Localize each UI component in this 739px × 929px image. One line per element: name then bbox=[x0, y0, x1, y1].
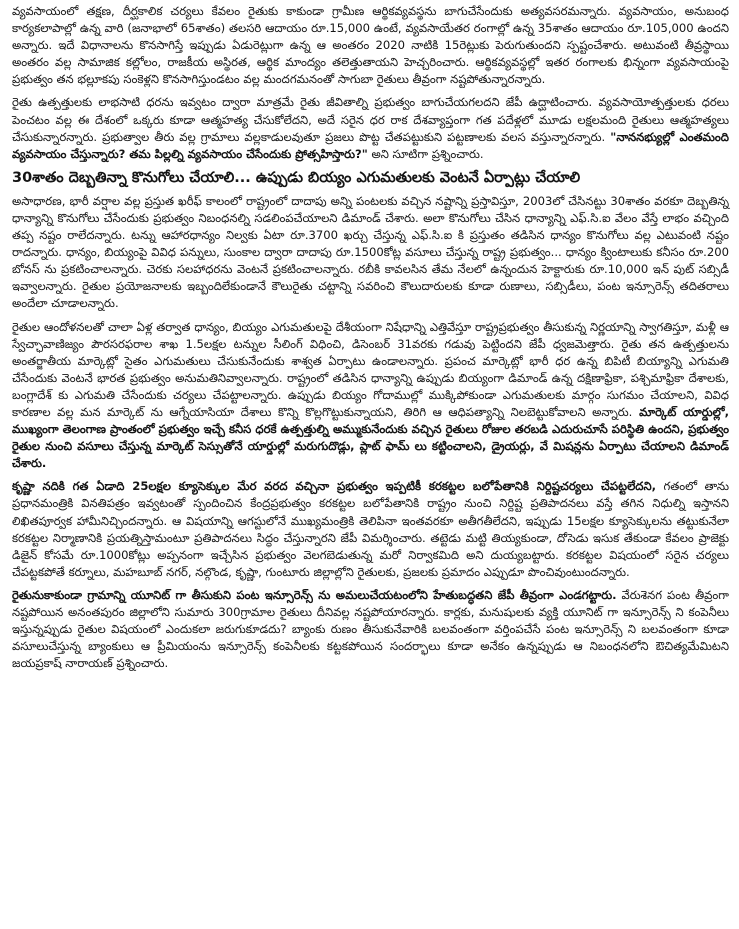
quoted-question: "నాననభ్యుల్లో ఎంతమంది వ్యవసాయం చేస్తున్నారు? తమ పిల్లల్ని వ్యవసాయం చేసేందుకు ప్రోత్సహిస్తారు?" bbox=[12, 129, 729, 161]
krishna-embankment-lead: కృష్ణా నదికి గత ఏడాది 25లక్షల క్యూసెక్కుల మేర వరద వచ్చినా ప్రభుత్వం ఇప్పటికీ కరకట్టల బలోపేతానికి నిర్దిష్టచర్యలు చేపట్టలేదని, bbox=[12, 479, 657, 494]
market-yard-demand: మార్కెట్ యార్డుల్లో, ముఖ్యంగా తెలంగాణ ప్రాంతంలో ప్రభుత్వం ఇచ్చే కనీస ధరకే ఉత్పత్తుల్ని అమ్ముకునేందుకు వచ్చిన రైతులు రోజుల తరబడి ఎదురుచూసే పరిస్థితి ఉందని, ప్రభుత్వం రైతుల నుంచి వసూలు చేస్తున్న మార్కెట్ సెస్సుతోనే యార్డుల్లో మరుగుదొడ్లు, ప్లాట్ ఫామ్ లు కట్టించాలని, డ్రైయర్లు, వే మిషన్లను ఏర్పాటు చేయాలని డిమాండ్ చేశారు. bbox=[12, 404, 729, 471]
article-paragraph-6: రైతునుకాకుండా గ్రామాన్ని యూనిట్ గా తీసుకుని పంట ఇన్సూరెన్స్ ను అమలుచేయటంలోని హేతుబద్ధతని జేపీ తీవ్రంగా ఎండగట్టారు. వేరుశెనగ పంట తీవ్రంగా నష్టపోయిన అనంతపురం జిల్లాలోని సుమారు 300గ్రామాల రైతులు దీనివల్ల నష్టపోయారన్నారు. కార్లకు, మనుషులకు వ్యక్తి యూనిట్ గా ఇన్సూరెన్స్ ని కంపెనీలు ఇస్తున్నప్పుడు రైతుల విషయంలో ఎందుకలా జరుగుకూడదు? బ్యాంకు రుణం తీసుకునేవారికి బలవంతంగా వర్తింపచేసే పంట ఇన్సూరెన్స్ ని బలవంతంగా కూడా వసూలుచేస్తున్న బ్యాంకులు ఆ ప్రీమియంను ఇన్సూరెన్స్ కంపెనీలకు కట్టకపోయిన సందర్భాలు కూడా అనేకం ఉన్నప్పుడు ఆ నిబంధనలోని ఔచిత్యమేమిటని జయప్రకాష్ నారాయణ్ ప్రశ్నించారు. bbox=[12, 587, 729, 671]
article-paragraph-5: కృష్ణా నదికి గత ఏడాది 25లక్షల క్యూసెక్కుల మేర వరద వచ్చినా ప్రభుత్వం ఇప్పటికీ కరకట్టల బలోపేతానికి నిర్దిష్టచర్యలు చేపట్టలేదని, గతంలో తాను ప్రధానమంత్రికి వినతిపత్రం ఇవ్వటంతో స్పందించిన కేంద్రప్రభుత్వం కరకట్టల బలోపేతానికి రాష్ట్రం నుంచి నిర్దిష్ట ప్రతిపాదనలు వస్తే తగిన నిధుల్ని ఇస్తానని లిఖితపూర్వక హామీనిచ్చిందన్నారు. ఆ విషయాన్ని ఆగస్టులోనే ముఖ్యమంత్రికి తెలిపినా ఇంతవరకూ అతీగతీలేదని, ఇప్పుడు 15లక్షల క్యూసెక్కులను తట్టుకునేలా కరకట్టల నిర్మాణానికి ప్రయత్నిస్తామంటూ ప్రతిపాదనలు సిద్ధం చేస్తున్నారని జేపీ విమర్శించారు. తట్టెడు మట్టి తియ్యకుండా, దోసెడు ఇసుక తేకుండా కేవలం ప్రాజెక్టు డిజైన్ కోసమే రూ.1000కోట్లు అప్పనంగా ఇచ్చేసిన ప్రభుత్వం వెలగబెడుతున్న మరో నిర్వాకమిది అని దుయ్యబట్టారు. కరకట్టల విషయంలో సరైన చర్యలు చేపట్టకపోతే కర్నూలు, మహబూబ్ నగర్, నల్గొండ, కృష్ణా, గుంటూరు జిల్లాల్లోని రైతులకు, ప్రజలకు ప్రమాదం ఎప్పుడూ పొంచివుంటుందన్నారు. bbox=[12, 479, 729, 579]
section-heading: 30శాతం దెబ్బతిన్నా కొనుగోలు చేయాలి... ఉప్పుడు బియ్యం ఎగుమతులకు వెంటనే ఏర్పాట్లు చేయాలి bbox=[12, 169, 581, 186]
article-paragraph-3: అసాధారణ, భారీ వర్షాల వల్ల ప్రస్తుత ఖరీఫ్ కాలంలో రాష్ట్రంలో దాదాపు అన్ని పంటలకు వచ్చిన నష్టాన్ని ప్రస్తావిస్తూ, 2003లో చేసినట్టు 30శాతం వరకూ దెబ్బతిన్న ధాన్యాన్ని కొనుగోలు చేసేందుకు ప్రభుత్వం నిబంధనల్ని సడలింపచేయాలని డిమాండ్ చేశారు. అలా కొనుగోలు చేసిన ధాన్యాన్ని ఎఫ్.సి.ఐ వేలం వేస్తే లాభం వచ్చింది తప్ప నష్టం రాలేదన్నారు. టన్ను ఆహారధాన్యం నిల్వకు ఏటా రూ.3700 ఖర్చు చేస్తున్న ఎఫ్.సి.ఐ కి ప్రస్తుతం తడిసిన ధాన్యం కొనుగోలు వల్ల ఎటువంటి నష్టం రాదన్నారు. ధాన్యం, బియ్యంపై వివిధ పన్నులు, సుంకాల ద్వారా దాదాపు రూ.1500కోట్ల వసూలు చేస్తున్న రాష్ట్ర ప్రభుత్వం... ధాన్యం క్వింటాలుకు కనీసం రూ.200 బోనస్ ను ప్రకటించాలన్నారు. చెరకు సలహాధరను వెంటనే ప్రకటించాలన్నారు. రబీకి కావలసిన తేమ నేలలో ఉన్నందున హెక్టారుకు రూ.10,000 ఇన్ పుట్ సబ్సిడీ ఇవ్వాలన్నారు. రైతుల ప్రయోజనాలకు ఇబ్బందిలేకుండానే కౌలురైతు చట్టాన్ని సవరించి కౌలుదారులకు కూడా రుణాలు, సబ్సిడీలు, పంట ఇన్సూరెన్స్ తదితరాలు అందేలా చూడాలన్నారు. bbox=[12, 193, 729, 311]
article-paragraph-2: రైతు ఉత్పత్తులకు లాభసాటి ధరను ఇవ్వటం ద్వారా మాత్రమే రైతు జీవితాల్ని ప్రభుత్వం బాగుచేయగలదని జేపీ ఉద్ఘాటించారు. వ్యవసాయోత్పత్తులకు ధరలు పెంచటం వల్ల ఈ దేశంలో ఒక్కరు కూడా ఆత్మహత్య చేసుకోలేదని, అదే సరైన ధర రాక దేశవ్యాప్తంగా గత పదేళ్లలో మూడు లక్షలమంది రైతులు ఆత్మహత్యలు చేసుకున్నారన్నారు. ప్రభుత్వాల తీరు వల్ల గ్రామాలు వల్లకాడులవుతూ ప్రజలు పొట్ట చేతపట్టుకుని పట్టణాలకు వలస వస్తున్నారన్నారు. "నాననభ్యుల్లో ఎంతమంది వ్యవసాయం చేస్తున్నారు? తమ పిల్లల్ని వ్యవసాయం చేసేందుకు ప్రోత్సహిస్తారు?" అని సూటిగా ప్రశ్నించారు. bbox=[12, 95, 729, 161]
article-paragraph-1: వ్యవసాయంలో తక్షణ, దీర్ఘకాలిక చర్యలు కేవలం రైతుకు కాకుండా గ్రామీణ ఆర్థికవ్యవస్థను బాగుచేసేందుకు అత్యవసరమన్నారు. వ్యవసాయం, అనుబంధ కార్యకలాపాల్లో ఉన్న వారి (జనాభాలో 65శాతం) తలసరి ఆదాయం రూ.15,000 ఉంటే, వ్యవసాయేతర రంగాల్లో ఉన్న 35శాతం ఆదాయం రూ.105,000 ఉందని అన్నారు. ఇదే విధానాలను కొనసాగిస్తే ఇప్పుడు ఏడురెట్లుగా ఉన్న ఆ అంతరం 2020 నాటికి 15రెట్లుకు పెరుగుతుందని స్పష్టంచేశారు. అటువంటి తీవ్రస్థాయి అంతరం వల్ల సామాజిక కల్లోలం, రాజకీయ అస్థిరత, ఆర్థిక మాంద్యం తలెత్తుతాయని హెచ్చరించారు. ఆర్థికవ్యవస్థల్లో ఇతర రంగాలకు భిన్నంగా వ్యవసాయంపై ప్రభుత్వం తన భల్లూకపు సంకెళ్లని కొనసాగిస్తుండటం వల్ల మందగమనంతో సాగుబా రైతులు తీవ్రంగా నష్టపోతున్నారన్నారు. bbox=[12, 4, 729, 87]
article-paragraph-4: రైతుల ఆందోళనలతో చాలా ఏళ్ల తర్వాత ధాన్యం, బియ్యం ఎగుమతులపై దేశీయంగా నిషేధాన్ని ఎత్తివేస్తూ రాష్ట్రప్రభుత్వం తీసుకున్న నిర్ణయాన్ని స్వాగతిస్తూ, మళ్లీ ఆ స్వేచ్ఛావాణిజ్యం పౌరసరఫరాల శాఖ 1.5లక్షల టన్నుల సీలింగ్ విధించి, డిసెంబర్ 31వరకు గడువు పెట్టిందని జేపీ ధ్వజమెత్తారు. రైతు తన ఉత్పత్తులను అంతర్జాతీయ మార్కెట్లో సైతం ఎగుమతులు చేసుకునేందుకు శాశ్వత ఏర్పాటు ఉండాలన్నారు. ప్రపంచ మార్కెట్లో భారీ ధర ఉన్న బిపిటీ బియ్యాన్ని ఎగుమతి చేసేందుకు వెంటనే భారత ప్రభుత్వం అనుమతినివ్వాలన్నారు. రాష్ట్రంలో తడిసిన ధాన్యాన్ని ఉప్పుడు బియ్యంగా డిమాండ్ ఉన్న దక్షిణాఫ్రికా, పశ్చిమాఫ్రికా దేశాలకు, బంగ్లాదేశ్ కు ఎగుమతి చేసేందుకు చర్యలు చేపట్టాలన్నారు. ఉప్పుడు బియ్యం గోదాముల్లో ముక్కిపోకుండా ఎగుమతులకు మార్గం సుగమం చేయాలని, వివిధ కారణాల వల్ల మన మార్కెట్ ను ఆగ్నేయాసియా దేశాలు కొన్ని కొల్లగొట్టుకున్నాయని, తిరిగి ఆ ఆధిపత్యాన్ని నిలబెట్టుకోవాలని అన్నారు. మార్కెట్ యార్డుల్లో, ముఖ్యంగా తెలంగాణ ప్రాంతంలో ప్రభుత్వం ఇచ్చే కనీస ధరకే ఉత్పత్తుల్ని అమ్ముకునేందుకు వచ్చిన రైతులు రోజుల తరబడి ఎదురుచూసే పరిస్థితి ఉందని, ప్రభుత్వం రైతుల నుంచి వసూలు చేస్తున్న మార్కెట్ సెస్సుతోనే యార్డుల్లో మరుగుదొడ్లు, ప్లాట్ ఫామ్ లు కట్టించాలని, డ్రైయర్లు, వే మిషన్లను ఏర్పాటు చేయాలని డిమాండ్ చేశారు. bbox=[12, 319, 729, 471]
crop-insurance-lead: రైతునుకాకుండా గ్రామాన్ని యూనిట్ గా తీసుకుని పంట ఇన్సూరెన్స్ ను అమలుచేయటంలోని హేతుబద్ధతని జేపీ తీవ్రంగా ఎండగట్టారు. bbox=[12, 587, 617, 602]
